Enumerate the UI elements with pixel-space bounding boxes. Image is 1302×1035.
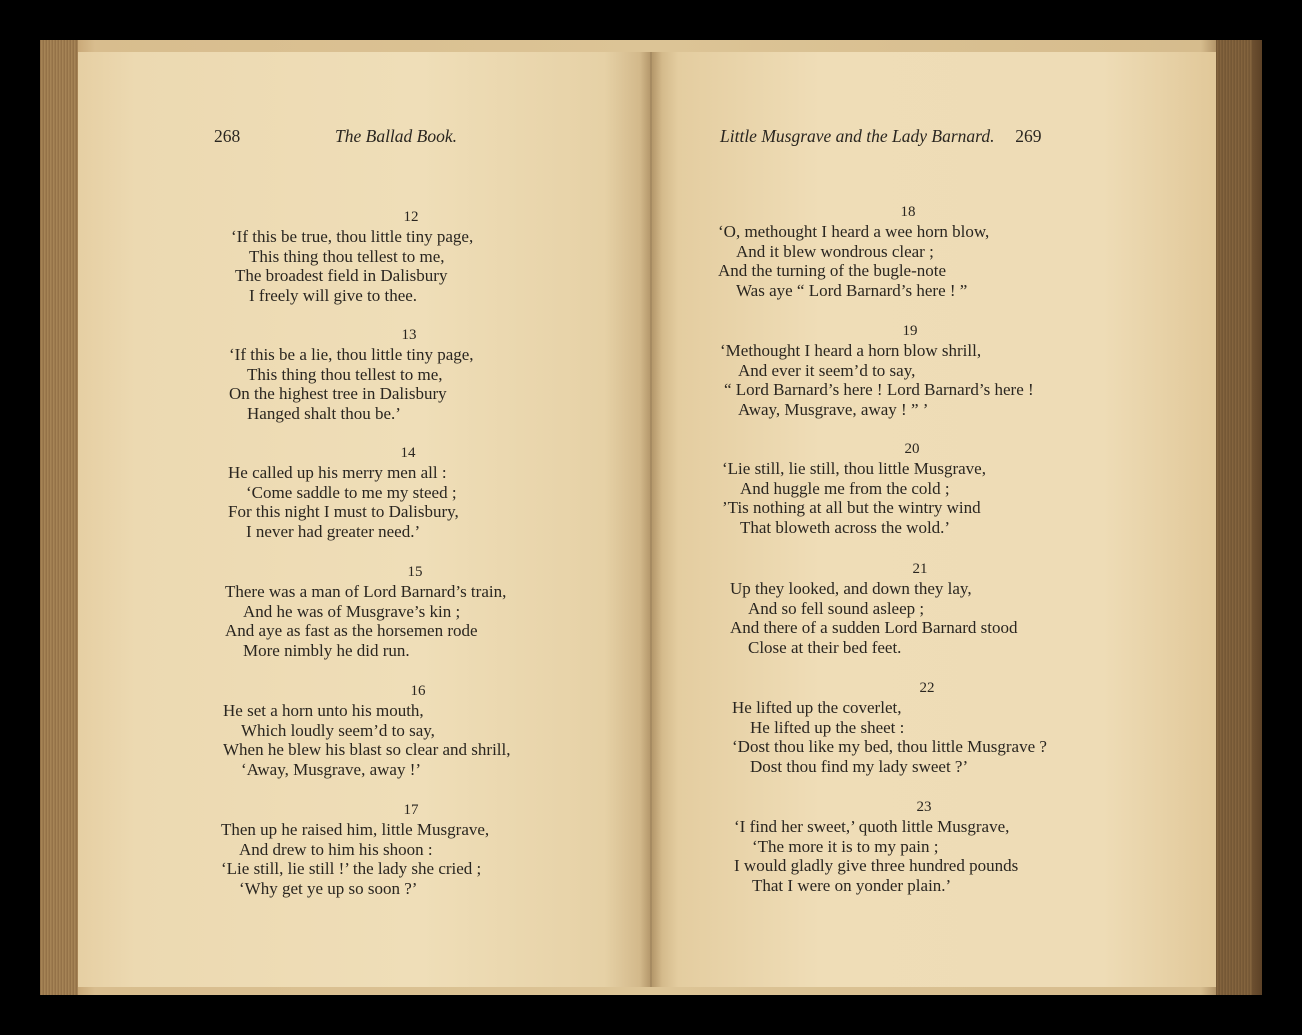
open-book [40,40,1262,995]
stanza-number: 12 [403,209,419,225]
verse-line: ‘Dost thou like my bed, thou little Musgrave ? [732,737,1047,756]
stanza-number: 17 [403,802,419,818]
right-running-title: Little Musgrave and the Lady Barnard. [720,126,995,146]
stanza-number: 16 [410,683,426,699]
verse-line: He called up his merry men all : [228,463,447,482]
left-page-number: 268 [214,126,241,146]
stanza-20 [722,441,1102,537]
stanza-number: 18 [900,204,916,220]
verse-line: ‘Lie still, lie still !’ the lady she cried ; [221,859,482,878]
verse-line: And he was of Musgrave’s kin ; [243,601,461,621]
right-running-head [720,126,1041,147]
verse-line: He lifted up the coverlet, [732,698,902,717]
verse-line: ‘Away, Musgrave, away !’ [241,759,422,779]
stanza-23 [734,799,1114,895]
verse-line: When he blew his blast so clear and shrill, [223,740,511,759]
stanza-22 [732,680,1122,776]
stanza-14 [228,445,588,541]
verse-line: ‘The more it is to my pain ; [752,836,939,856]
verse-line: For this night I must to Dalisbury, [228,502,459,521]
verse-line: ‘Methought I heard a horn blow shrill, [720,341,982,360]
verse-line: Then up he raised him, little Musgrave, [221,820,490,839]
verse-line: Dost thou find my lady sweet ?’ [750,756,969,776]
stanza-12 [231,209,591,305]
verse-line: Up they looked, and down they lay, [730,579,972,598]
verse-line: There was a man of Lord Barnard’s train, [225,582,507,601]
stanza-13 [229,327,589,423]
left-running-head [214,126,457,147]
verse-line: “ Lord Barnard’s here ! Lord Barnard’s here ! [724,380,1034,399]
left-running-title: The Ballad Book. [335,126,457,146]
stanza-18 [718,204,1098,300]
verse-line: This thing thou tellest to me, [247,364,443,384]
verse-line: This thing thou tellest to me, [249,246,445,266]
page-edges-right [1216,40,1252,995]
verse-line: Close at their bed feet. [748,637,902,657]
stanza-number: 23 [916,799,932,815]
verse-line: I would gladly give three hundred pounds [734,856,1019,875]
verse-line: That bloweth across the wold.’ [740,517,951,537]
verse-line: Away, Musgrave, away ! ” ’ [738,399,929,419]
verse-line: ‘If this be a lie, thou little tiny page, [229,345,474,364]
stanza-number: 15 [407,564,423,580]
verse-line: ‘Why get ye up so soon ?’ [239,878,418,898]
verse-line: He lifted up the sheet : [750,717,905,737]
book-gutter [640,52,662,987]
stanza-number: 13 [401,327,417,343]
verse-line: And there of a sudden Lord Barnard stood [730,618,1018,637]
verse-line: More nimbly he did run. [243,640,410,660]
verse-line: ‘I find her sweet,’ quoth little Musgrave, [734,817,1010,836]
verse-line: I never had greater need.’ [246,521,421,541]
verse-line: ‘If this be true, thou little tiny page, [231,227,474,246]
stanza-17 [221,802,601,898]
stanza-number: 14 [400,445,416,461]
right-page [650,52,1216,987]
stanza-16 [223,683,613,779]
verse-line: And drew to him his shoon : [239,839,433,859]
stanza-number: 22 [919,680,935,696]
verse-line: That I were on yonder plain.’ [752,875,952,895]
verse-line: The broadest field in Dalisbury [235,266,448,285]
verse-line: He set a horn unto his mouth, [223,701,424,720]
verse-line: I freely will give to thee. [249,285,418,305]
verse-line: And ever it seem’d to say, [738,360,916,380]
verse-line: ’Tis nothing at all but the wintry wind [722,498,981,517]
stanza-19 [720,323,1100,419]
verse-line: ‘O, methought I heard a wee horn blow, [718,222,990,241]
stanza-15 [225,564,605,660]
verse-line: Which loudly seem’d to say, [241,720,435,740]
stanza-number: 19 [902,323,918,339]
verse-line: And the turning of the bugle-note [718,261,947,280]
left-page [78,52,650,987]
stanza-21 [730,561,1110,657]
verse-line: ‘Lie still, lie still, thou little Musgrave, [722,459,986,478]
stanza-number: 21 [912,561,928,577]
verse-line: On the highest tree in Dalisbury [229,384,447,403]
verse-line: ‘Come saddle to me my steed ; [246,482,457,502]
verse-line: And it blew wondrous clear ; [736,241,934,261]
verse-line: Was aye “ Lord Barnard’s here ! ” [736,280,968,300]
right-page-number: 269 [1015,126,1042,146]
stanza-number: 20 [904,441,920,457]
verse-line: Hanged shalt thou be.’ [247,403,401,423]
verse-line: And aye as fast as the horsemen rode [225,621,478,640]
verse-line: And huggle me from the cold ; [740,478,950,498]
page-edges-left [40,40,78,995]
verse-line: And so fell sound asleep ; [748,598,925,618]
